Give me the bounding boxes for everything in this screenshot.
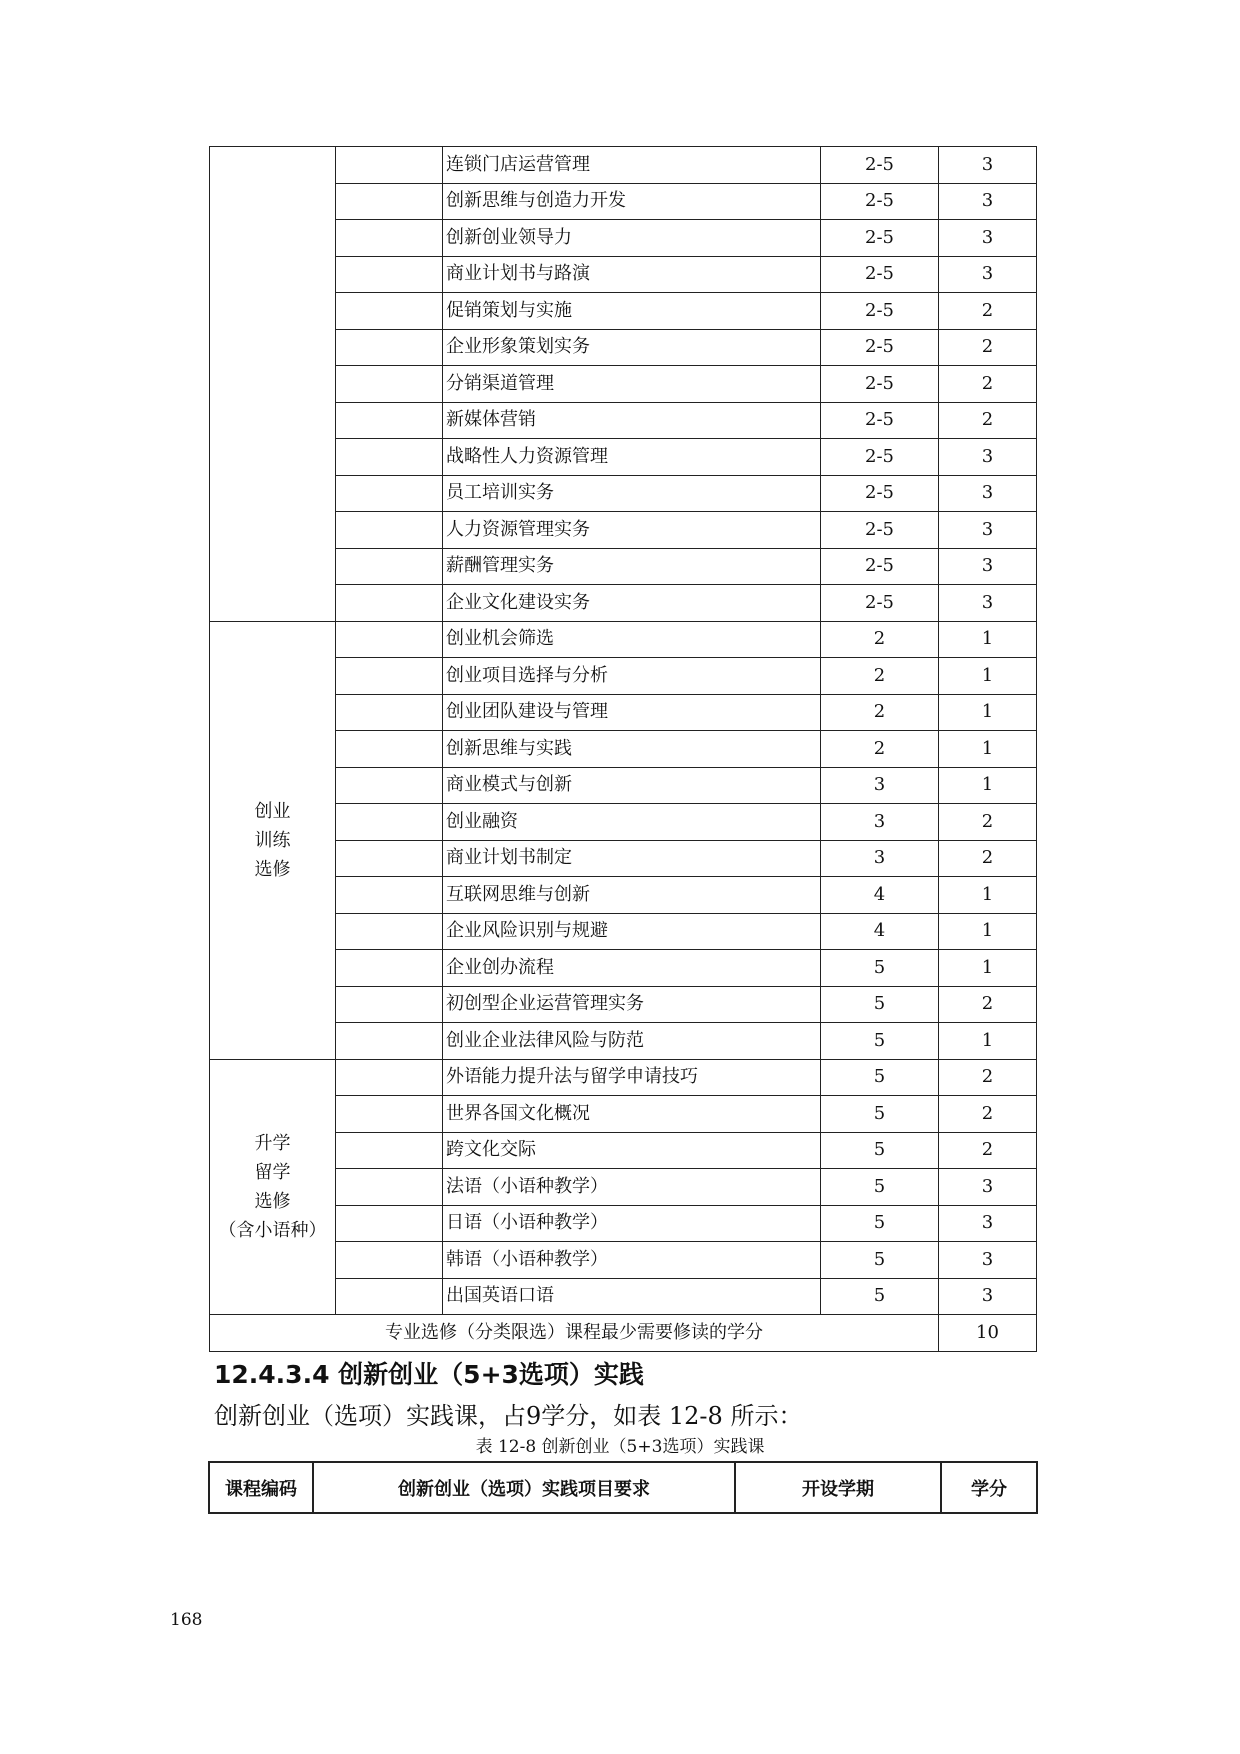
course-name-cell: 出国英语口语	[443, 1278, 821, 1315]
header-practice-requirements: 创新创业（选项）实践项目要求	[313, 1462, 735, 1513]
course-name-cell: 员工培训实务	[443, 475, 821, 512]
credit-cell: 3	[939, 1169, 1037, 1206]
empty-cell	[336, 256, 443, 293]
semester-cell: 2	[821, 694, 939, 731]
semester-cell: 2-5	[821, 402, 939, 439]
credit-cell: 2	[939, 840, 1037, 877]
course-name-cell: 企业创办流程	[443, 950, 821, 987]
course-name-cell: 战略性人力资源管理	[443, 439, 821, 476]
semester-cell: 3	[821, 804, 939, 841]
empty-cell	[336, 293, 443, 330]
course-name-cell: 初创型企业运营管理实务	[443, 986, 821, 1023]
empty-cell	[336, 475, 443, 512]
minimum-credits-value: 10	[939, 1315, 1037, 1352]
course-name-cell: 企业风险识别与规避	[443, 913, 821, 950]
credit-cell: 3	[939, 1242, 1037, 1279]
credit-cell: 1	[939, 658, 1037, 695]
credit-cell: 3	[939, 220, 1037, 257]
semester-cell: 2-5	[821, 366, 939, 403]
course-name-cell: 企业形象策划实务	[443, 329, 821, 366]
section-heading: 12.4.3.4 创新创业（5+3选项）实践	[214, 1360, 644, 1389]
empty-cell	[336, 913, 443, 950]
credit-cell: 1	[939, 950, 1037, 987]
course-name-cell: 连锁门店运营管理	[443, 147, 821, 184]
semester-cell: 5	[821, 1242, 939, 1279]
empty-cell	[336, 512, 443, 549]
credit-cell: 3	[939, 475, 1037, 512]
course-name-cell: 创新创业领导力	[443, 220, 821, 257]
minimum-credits-label: 专业选修（分类限选）课程最少需要修读的学分	[210, 1315, 939, 1352]
semester-cell: 4	[821, 877, 939, 914]
empty-cell	[336, 147, 443, 184]
course-name-cell: 创业融资	[443, 804, 821, 841]
course-name-cell: 世界各国文化概况	[443, 1096, 821, 1133]
empty-cell	[336, 220, 443, 257]
empty-cell	[336, 1059, 443, 1096]
credit-cell: 1	[939, 1023, 1037, 1060]
credit-cell: 1	[939, 694, 1037, 731]
course-name-cell: 分销渠道管理	[443, 366, 821, 403]
semester-cell: 2-5	[821, 329, 939, 366]
semester-cell: 5	[821, 950, 939, 987]
table-footer-row	[210, 1315, 1037, 1352]
credit-cell: 1	[939, 877, 1037, 914]
course-name-cell: 促销策划与实施	[443, 293, 821, 330]
semester-cell: 3	[821, 767, 939, 804]
empty-cell	[336, 1278, 443, 1315]
elective-course-table	[209, 146, 1037, 1352]
course-name-cell: 创业项目选择与分析	[443, 658, 821, 695]
empty-cell	[336, 731, 443, 768]
table-row	[210, 621, 1037, 658]
elective-course-table-body	[210, 147, 1037, 1352]
course-name-cell: 跨文化交际	[443, 1132, 821, 1169]
credit-cell: 2	[939, 1096, 1037, 1133]
semester-cell: 5	[821, 1096, 939, 1133]
empty-cell	[336, 767, 443, 804]
credit-cell: 2	[939, 804, 1037, 841]
credit-cell: 3	[939, 147, 1037, 184]
semester-cell: 2-5	[821, 475, 939, 512]
credit-cell: 3	[939, 1278, 1037, 1315]
credit-cell: 2	[939, 1132, 1037, 1169]
course-name-cell: 互联网思维与创新	[443, 877, 821, 914]
course-name-cell: 商业模式与创新	[443, 767, 821, 804]
empty-cell	[336, 804, 443, 841]
credit-cell: 2	[939, 366, 1037, 403]
empty-cell	[336, 548, 443, 585]
empty-cell	[336, 1205, 443, 1242]
credit-cell: 3	[939, 512, 1037, 549]
empty-cell	[336, 986, 443, 1023]
table-row	[210, 147, 1037, 184]
empty-cell	[336, 950, 443, 987]
semester-cell: 2	[821, 731, 939, 768]
semester-cell: 3	[821, 840, 939, 877]
credit-cell: 1	[939, 767, 1037, 804]
credit-cell: 3	[939, 439, 1037, 476]
empty-cell	[336, 366, 443, 403]
empty-cell	[336, 402, 443, 439]
semester-cell: 2-5	[821, 220, 939, 257]
semester-cell: 5	[821, 986, 939, 1023]
empty-cell	[336, 1023, 443, 1060]
course-name-cell: 薪酬管理实务	[443, 548, 821, 585]
credit-cell: 2	[939, 1059, 1037, 1096]
empty-cell	[336, 585, 443, 622]
semester-cell: 2-5	[821, 147, 939, 184]
course-name-cell: 企业文化建设实务	[443, 585, 821, 622]
course-name-cell: 人力资源管理实务	[443, 512, 821, 549]
practice-course-table	[208, 1461, 1038, 1514]
credit-cell: 1	[939, 913, 1037, 950]
credit-cell: 3	[939, 256, 1037, 293]
table-row	[210, 1059, 1037, 1096]
course-name-cell: 创新思维与实践	[443, 731, 821, 768]
semester-cell: 5	[821, 1278, 939, 1315]
semester-cell: 2-5	[821, 256, 939, 293]
credit-cell: 1	[939, 621, 1037, 658]
semester-cell: 5	[821, 1205, 939, 1242]
empty-cell	[336, 183, 443, 220]
credit-cell: 1	[939, 731, 1037, 768]
course-name-cell: 商业计划书与路演	[443, 256, 821, 293]
semester-cell: 2-5	[821, 293, 939, 330]
credit-cell: 2	[939, 293, 1037, 330]
semester-cell: 2-5	[821, 548, 939, 585]
section-paragraph: 创新创业（选项）实践课，占9学分，如表 12-8 所示：	[214, 1402, 803, 1430]
header-course-code: 课程编码	[209, 1462, 313, 1513]
course-name-cell: 商业计划书制定	[443, 840, 821, 877]
course-name-cell: 法语（小语种教学）	[443, 1169, 821, 1206]
credit-cell: 2	[939, 986, 1037, 1023]
header-credits: 学分	[941, 1462, 1037, 1513]
semester-cell: 5	[821, 1023, 939, 1060]
course-name-cell: 外语能力提升法与留学申请技巧	[443, 1059, 821, 1096]
category-cell	[210, 147, 336, 622]
empty-cell	[336, 1096, 443, 1133]
empty-cell	[336, 1169, 443, 1206]
header-semester: 开设学期	[735, 1462, 941, 1513]
semester-cell: 2-5	[821, 512, 939, 549]
table-header-row	[209, 1462, 1037, 1513]
table-caption: 表 12-8 创新创业（5+3选项）实践课	[475, 1437, 765, 1457]
semester-cell: 5	[821, 1169, 939, 1206]
semester-cell: 4	[821, 913, 939, 950]
empty-cell	[336, 329, 443, 366]
empty-cell	[336, 658, 443, 695]
credit-cell: 3	[939, 548, 1037, 585]
empty-cell	[336, 877, 443, 914]
semester-cell: 2-5	[821, 183, 939, 220]
credit-cell: 2	[939, 402, 1037, 439]
semester-cell: 2	[821, 621, 939, 658]
credit-cell: 3	[939, 585, 1037, 622]
empty-cell	[336, 1132, 443, 1169]
empty-cell	[336, 694, 443, 731]
course-name-cell: 创业企业法律风险与防范	[443, 1023, 821, 1060]
course-name-cell: 创业团队建设与管理	[443, 694, 821, 731]
credit-cell: 3	[939, 1205, 1037, 1242]
course-name-cell: 新媒体营销	[443, 402, 821, 439]
semester-cell: 5	[821, 1059, 939, 1096]
course-name-cell: 韩语（小语种教学）	[443, 1242, 821, 1279]
empty-cell	[336, 621, 443, 658]
page-number: 168	[170, 1610, 203, 1630]
semester-cell: 2	[821, 658, 939, 695]
semester-cell: 5	[821, 1132, 939, 1169]
empty-cell	[336, 439, 443, 476]
category-cell: 创业 训练 选修	[210, 621, 336, 1059]
course-name-cell: 日语（小语种教学）	[443, 1205, 821, 1242]
credit-cell: 2	[939, 329, 1037, 366]
course-name-cell: 创新思维与创造力开发	[443, 183, 821, 220]
semester-cell: 2-5	[821, 439, 939, 476]
empty-cell	[336, 1242, 443, 1279]
category-cell: 升学 留学 选修 （含小语种）	[210, 1059, 336, 1315]
semester-cell: 2-5	[821, 585, 939, 622]
credit-cell: 3	[939, 183, 1037, 220]
course-name-cell: 创业机会筛选	[443, 621, 821, 658]
empty-cell	[336, 840, 443, 877]
